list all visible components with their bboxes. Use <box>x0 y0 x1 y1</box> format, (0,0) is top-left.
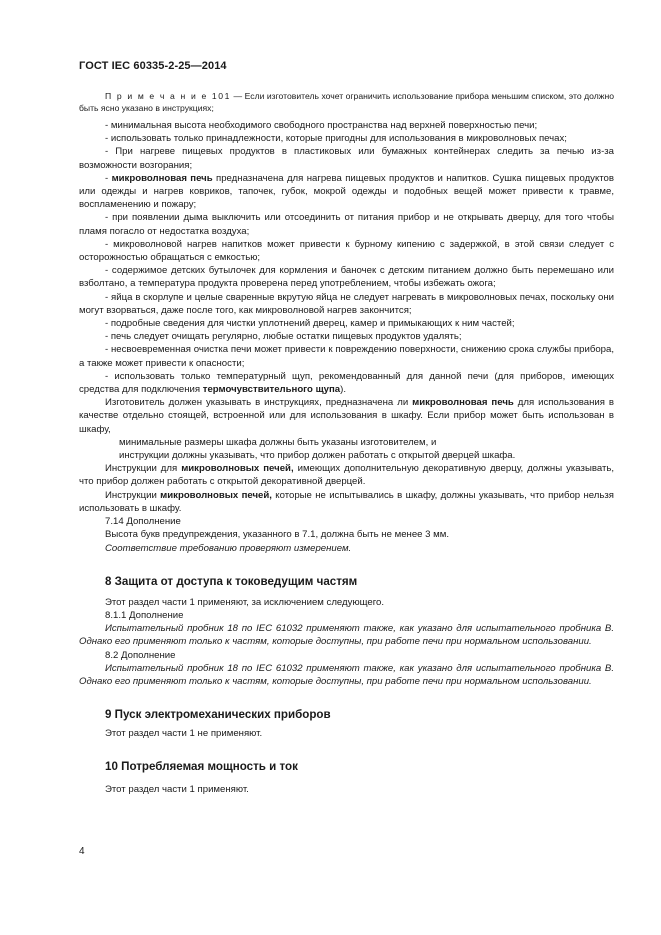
section-9-title: 9 Пуск электромеханических приборов <box>105 708 331 722</box>
text-fragment: - использовать только температурный щуп, рекомендованный для данной печи (для приборов, имеющих средства для подключения <box>79 370 614 396</box>
list-item: - микроволновой нагрев напитков может привести к бурному кипению с задержкой, в этой связи следует с осторожностью обращаться с емкостью; <box>79 238 614 264</box>
subsection-8-1-1-heading: 8.1.1 Дополнение <box>105 609 184 621</box>
subsection-8-2-heading: 8.2 Дополнение <box>105 649 176 661</box>
list-item-probe <box>79 370 614 396</box>
cabinet-line: инструкции должны указывать, что прибор должен работать с открытой дверцей шкафа. <box>119 450 516 462</box>
list-item-microwave <box>79 172 614 212</box>
subsection-8-2-text: Испытательный пробник 18 по IEC 61032 применяют также, как указано для испытательного пробника B. Однако его применяют только к частям, которые доступны, при работе печи при нормальном использовании. <box>79 662 614 687</box>
text-fragment: - <box>105 172 112 184</box>
document-header: ГОСТ IEC 60335-2-25—2014 <box>79 60 227 72</box>
document-page <box>79 60 614 797</box>
list-item: - При нагреве пищевых продуктов в пластиковых или бумажных контейнерах следить за печью из-за возможности возгорания; <box>79 146 614 171</box>
list-item: - при появлении дыма выключить или отсоединить от питания прибор и не открывать дверцу, для того чтобы пламя погасло от недостатка воздуха; <box>79 212 614 237</box>
subsection-7-14-heading: 7.14 Дополнение <box>105 516 181 528</box>
text-fragment: Изготовитель должен указывать в инструкциях, предназначена ли <box>105 397 413 409</box>
text-fragment: Инструкции для <box>105 463 182 475</box>
subsection-8-1-1-text: Испытательный пробник 18 по IEC 61032 применяют также, как указано для испытательного пробника B. Однако его применяют только к частям, которые доступны, при работе печи при нормальном использовании. <box>79 623 614 648</box>
text-fragment: имеющих дополнительную декоративную дверцу, должны указывать, что прибор должен работать с открытой декоративной дверцей. <box>79 463 615 488</box>
term-bold: микроволновая печь <box>412 397 514 409</box>
term-bold: микроволновых печей, <box>160 489 272 501</box>
list-item: - минимальная высота необходимого свободного пространства над верхней поверхностью печи; <box>105 120 538 131</box>
list-item: - печь следует очищать регулярно, любые остатки пищевых продуктов удалять; <box>105 331 462 343</box>
term-bold: микроволновая печь <box>111 172 213 184</box>
term-bold: микроволновых печей, <box>181 463 294 475</box>
text-fragment: предназначена для нагрева пищевых продуктов и напитков. Сушка пищевых продуктов или одежды и нагрев ковриков, тапочек, губок, мокрой одежды и подобных вещей может привести к травме, воспламенению и пожару; <box>79 172 614 211</box>
list-item: - содержимое детских бутылочек для кормления и баночек с детским питанием должно быть перемешано или взболтано, а температура продукта проверена перед употреблением, чтобы избежать ожога; <box>79 265 614 290</box>
section-10-text: Этот раздел части 1 применяют. <box>105 784 249 796</box>
list-item: - яйца в скорлупе и целые сваренные вкрутую яйца не следует нагревать в микроволновых печах, поскольку они могут взорваться, даже после того, как микроволновой нагрев закончится; <box>79 291 614 316</box>
compliance-check: Соответствие требованию проверяют измерением. <box>105 542 352 554</box>
list-item: - несвоевременная очистка печи может привести к повреждению поверхности, снижению срока службы прибора, а также может привести к опасности; <box>79 344 614 369</box>
section-8-title: 8 Защита от доступа к токоведущим частям <box>105 574 358 588</box>
text-fragment: для использования в качестве отдельно стоящей, встроенной или для использования в шкафу. Если прибор может быть использован в шкафу, <box>79 397 614 435</box>
paragraph-decorative-door <box>79 462 614 488</box>
term-bold: термочувствительного щупа <box>202 384 341 396</box>
section-8-intro: Этот раздел части 1 применяют, за исключением следующего. <box>105 596 385 608</box>
note-text: — Если изготовитель хочет ограничить использование прибора меньшим списком, это должно быть ясно указано в инструкциях; <box>79 91 614 113</box>
note-101 <box>79 90 614 114</box>
cabinet-line: минимальные размеры шкафа должны быть указаны изготовителем, и <box>119 436 437 448</box>
page-number: 4 <box>79 846 85 857</box>
list-item: - использовать только принадлежности, которые пригодны для использования в микроволновых печах; <box>105 133 567 145</box>
note-label: П р и м е ч а н и е 101 <box>105 91 232 101</box>
text-fragment: ). <box>340 384 347 396</box>
subsection-7-14-text: Высота букв предупреждения, указанного в 7.1, должна быть не менее 3 мм. <box>105 529 450 541</box>
list-item: - подробные сведения для чистки уплотнений дверец, камер и примыкающих к ним частей; <box>105 318 515 330</box>
text-fragment: которые не испытывались в шкафу, должны указывать, что прибор нельзя использовать в шкафу. <box>79 489 614 514</box>
section-10-title: 10 Потребляемая мощность и ток <box>105 760 298 774</box>
section-9-text: Этот раздел части 1 не применяют. <box>105 728 263 740</box>
text-fragment: Инструкции <box>105 489 161 501</box>
paragraph-untested <box>79 489 614 515</box>
paragraph-install <box>79 396 614 436</box>
